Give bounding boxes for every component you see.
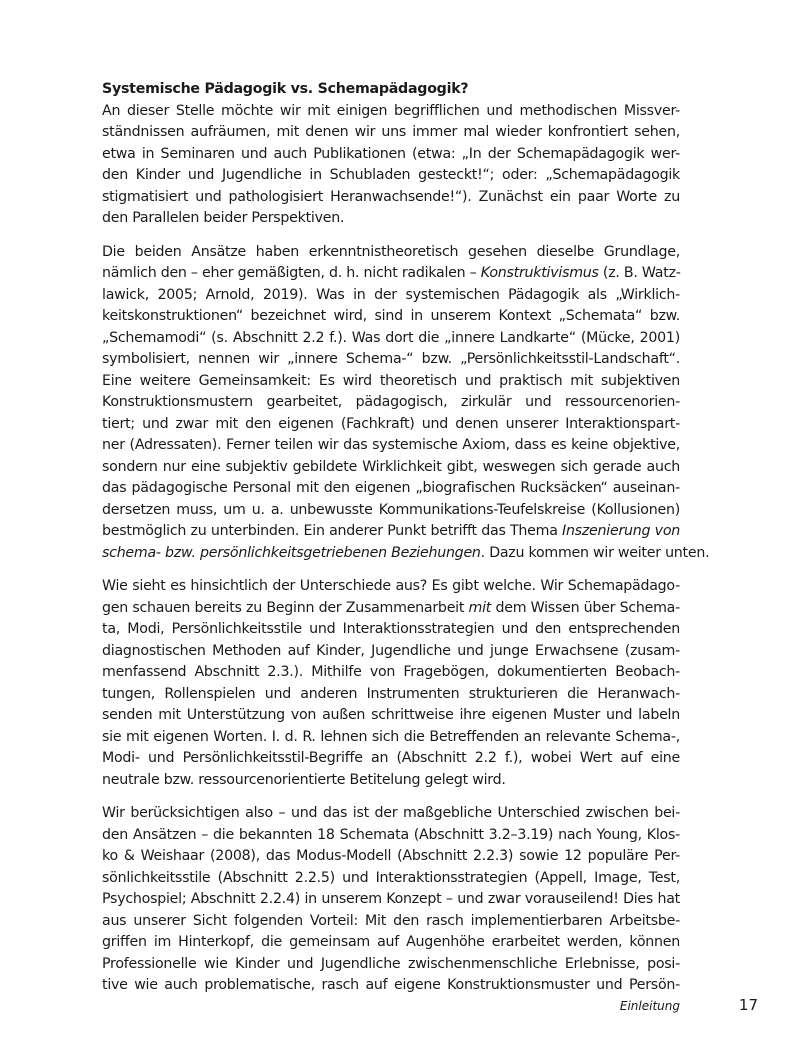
- section-heading: Systemische Pädagogik vs. Schemapädagogik?: [102, 81, 469, 97]
- text-line: bestmöglich zu unterbinden. Ein anderer Punkt betrifft das Thema Inszenierung von: [102, 523, 680, 539]
- paragraph-1: [102, 101, 680, 230]
- paragraph-gap: [102, 791, 680, 803]
- text-line: Wir berücksichtigen also – und das ist der maßgebliche Unterschied zwischen bei-: [102, 805, 680, 821]
- body-text: [102, 79, 710, 997]
- text-line: gen schauen bereits zu Beginn der Zusammenarbeit mit dem Wissen über Schema-: [102, 599, 680, 616]
- text-line: sönlichkeitsstile (Abschnitt 2.2.5) und Interaktionsstrategien (Appell, Image, Test,: [102, 869, 680, 886]
- text-line: etwa in Seminaren und auch Publikationen (etwa: „In der Schemapädagogik wer-: [102, 145, 680, 162]
- paragraph-4: [102, 803, 680, 997]
- text-line: Professionelle wie Kinder und Jugendliche zwischenmenschliche Erlebnisse, posi-: [102, 955, 680, 972]
- text-line: den Parallelen beider Perspektiven.: [102, 210, 345, 226]
- text-line: tiert; und zwar mit den eigenen (Fachkraft) und denen unserer Interaktionspart-: [102, 415, 680, 432]
- text-line: das pädagogische Personal mit den eigenen „biografischen Rucksäcken“ auseinan-: [102, 480, 680, 496]
- italic-term: Inszenierung von: [562, 523, 680, 539]
- italic-term: schema- bzw. persönlichkeitsgetriebenen Beziehungen: [102, 544, 481, 561]
- text-line: keitskonstruktionen“ bezeichnet wird, sind in unserem Kontext „Schemata“ bzw.: [102, 308, 680, 324]
- text-line: neutrale bzw. ressourcenorientierte Betitelung gelegt wird.: [102, 771, 506, 788]
- text-line: Die beiden Ansätze haben erkenntnistheoretisch gesehen dieselbe Grundlage,: [102, 243, 680, 260]
- paragraph-3: [102, 576, 680, 791]
- text-line: Wie sieht es hinsichtlich der Unterschiede aus? Es gibt welche. Wir Schemapädago-: [102, 578, 680, 594]
- paragraph-gap: [102, 230, 680, 242]
- text-line: An dieser Stelle möchte wir mit einigen begrifflichen und methodischen Missver-: [102, 102, 680, 119]
- text-line: ta, Modi, Persönlichkeitsstile und Interaktionsstrategien und den entsprechenden: [102, 621, 680, 637]
- text-line: „Schemamodi“ (s. Abschnitt 2.2 f.). Was dort die „innere Landkarte“ (Mücke, 2001): [102, 329, 680, 346]
- text-line: sie mit eigenen Worten. I. d. R. lehnen sich die Betreffenden an relevante Schema-,: [102, 728, 680, 745]
- text-line: diagnostischen Methoden auf Kinder, Jugendliche und junge Erwachsene (zusam-: [102, 642, 680, 659]
- text-line: Modi- und Persönlichkeitsstil-Begriffe an (Abschnitt 2.2 f.), wobei Wert auf eine: [102, 750, 680, 766]
- text-line: senden mit Unterstützung von außen schrittweise ihre eigenen Muster und labeln: [102, 707, 680, 723]
- text-line: den Ansätzen – die bekannten 18 Schemata (Abschnitt 3.2–3.19) nach Young, Klos-: [102, 826, 680, 843]
- text-line: dersetzen muss, um u. a. unbewusste Kommunikations-Teufelskreise (Kollusionen): [102, 501, 680, 518]
- text-line: Eine weitere Gemeinsamkeit: Es wird theoretisch und praktisch mit subjektiven: [102, 372, 680, 389]
- text-line: menfassend Abschnitt 2.3.). Mithilfe von Fragebögen, dokumentierten Beobach-: [102, 664, 680, 680]
- text-line: lawick, 2005; Arnold, 2019). Was in der systemischen Pädagogik als „Wirklich-: [102, 286, 680, 303]
- text-line: ner (Adressaten). Ferner teilen wir das systemische Axiom, dass es keine objektive,: [102, 437, 680, 453]
- text-line: Konstruktionsmustern gearbeitet, pädagogisch, zirkulär und ressourcenorien-: [102, 394, 680, 410]
- text-line: schema- bzw. persönlichkeitsgetriebenen Beziehungen. Dazu kommen wir weiter unten.: [102, 544, 710, 561]
- text-line: nämlich den – eher gemäßigten, d. h. nicht radikalen – Konstruktivismus (z. B. Watz-: [102, 265, 681, 281]
- paragraph-gap: [102, 564, 680, 576]
- text-line: tungen, Rollenspielen und anderen Instrumenten strukturieren die Heranwach-: [102, 685, 680, 702]
- italic-term: Konstruktivismus: [480, 265, 599, 281]
- text-line: ständnissen aufräumen, mit denen wir uns immer mal wieder konfrontiert sehen,: [102, 124, 680, 140]
- running-footer-section: Einleitung: [619, 999, 680, 1013]
- text-line: Psychospiel; Abschnitt 2.2.4) in unserem Konzept – und zwar vorauseilend! Dies hat: [102, 891, 680, 907]
- text-line: den Kinder und Jugendliche in Schubladen gesteckt!“; oder: „Schemapädagogik: [102, 167, 680, 183]
- text-line: aus unserer Sicht folgenden Vorteil: Mit den rasch implementierbaren Arbeitsbe-: [102, 912, 680, 929]
- text-line: ko & Weishaar (2008), das Modus-Modell (Abschnitt 2.2.3) sowie 12 populäre Per-: [102, 848, 680, 864]
- italic-term: mit: [468, 599, 492, 616]
- text-line: stigmatisiert und pathologisiert Heranwachsende!“). Zunächst ein paar Worte zu: [102, 188, 680, 205]
- page-number: 17: [738, 996, 758, 1014]
- text-line: griffen im Hinterkopf, die gemeinsam auf Augenhöhe erarbeitet werden, können: [102, 934, 680, 950]
- text-line: tive wie auch problematische, rasch auf eigene Konstruktionsmuster und Persön-: [102, 977, 680, 993]
- paragraph-2: [102, 242, 710, 565]
- text-line: symbolisiert, nennen wir „innere Schema-“ bzw. „Persönlichkeitsstil-Landschaft“.: [102, 351, 680, 367]
- text-line: sondern nur eine subjektiv gebildete Wirklichkeit gibt, weswegen sich gerade auch: [102, 458, 680, 475]
